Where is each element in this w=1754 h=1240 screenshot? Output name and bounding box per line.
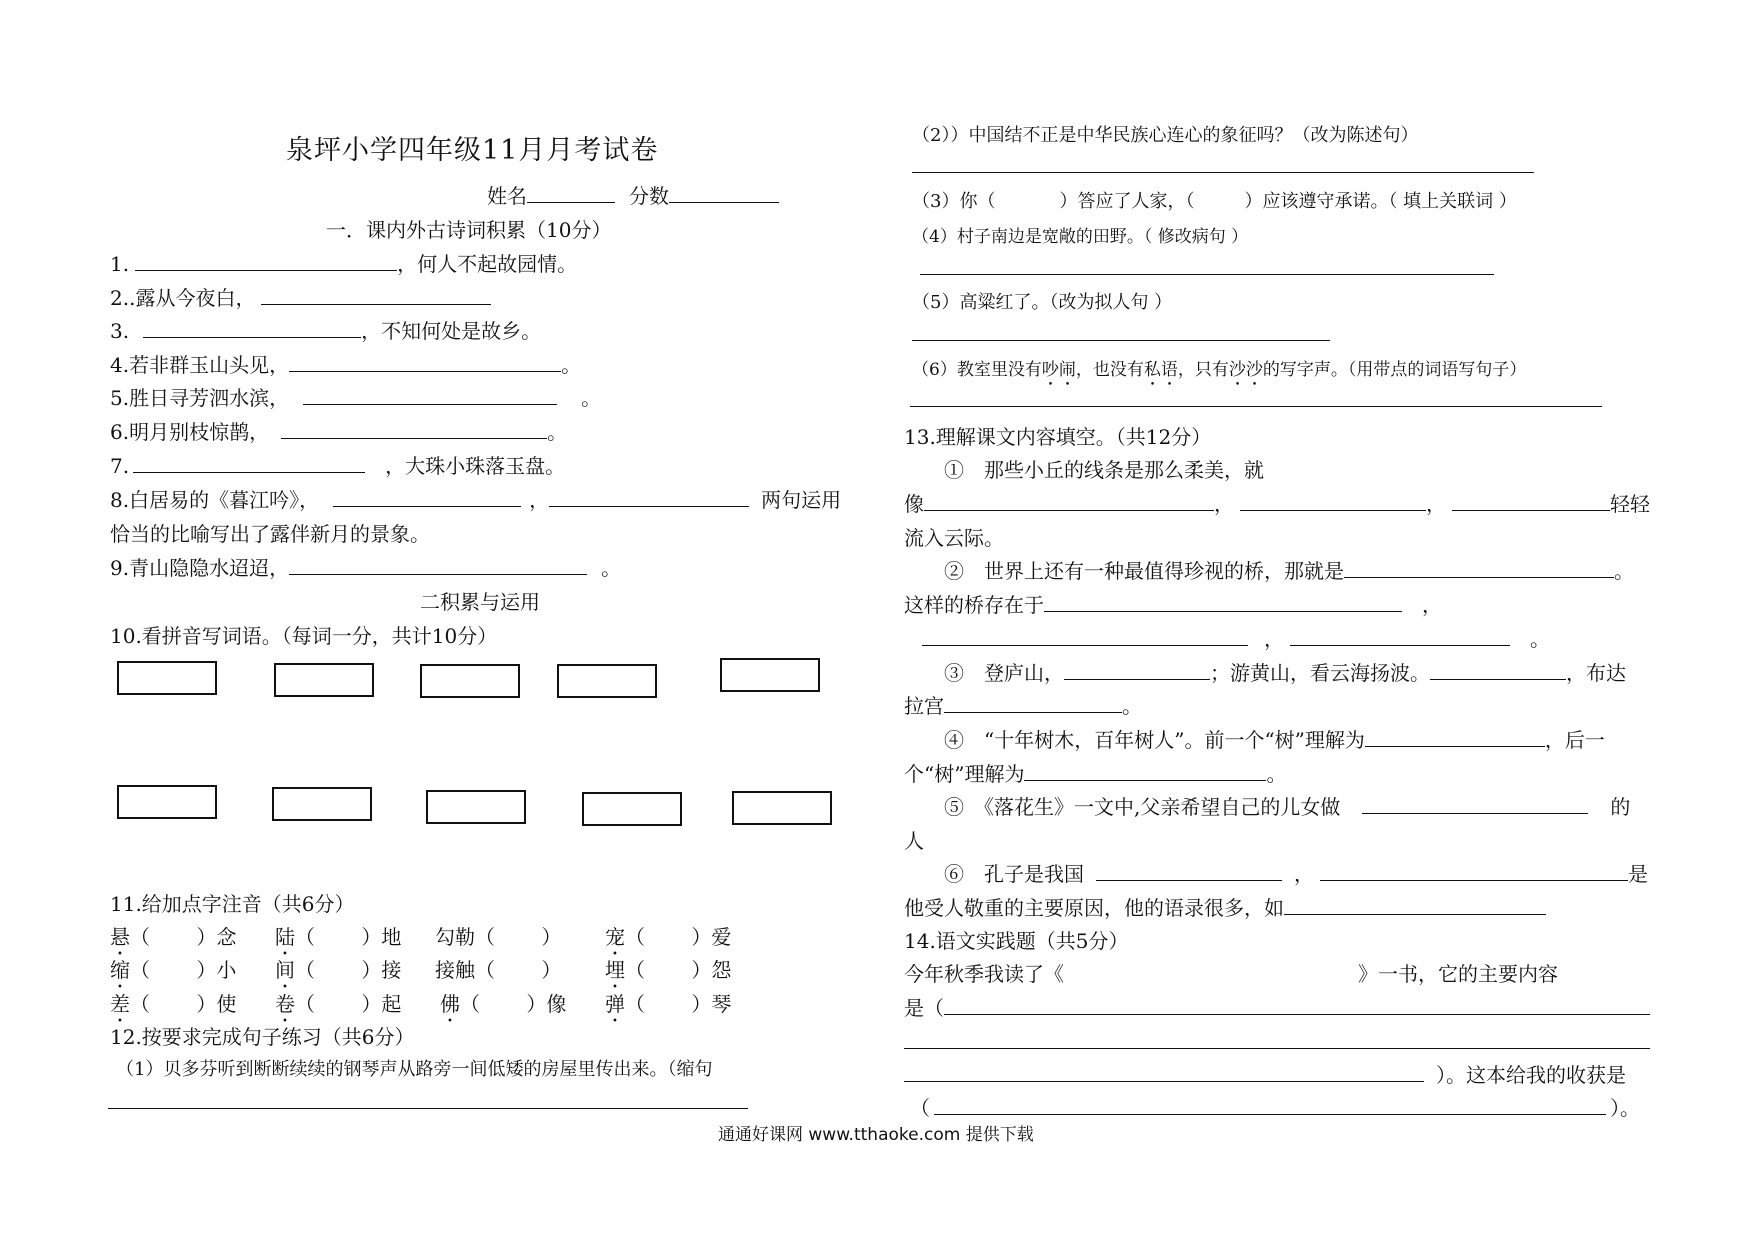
answer-box[interactable]	[426, 790, 526, 824]
q14-text: 14.语文实践题（共5分）	[904, 929, 1129, 953]
poem-item-5: 5.胜日寻芳泗水滨， 。	[110, 382, 601, 411]
answer-box[interactable]	[732, 791, 832, 825]
name-label: 姓名	[487, 180, 615, 209]
poem-item-7: 7. ，大珠小珠落玉盘。	[110, 450, 565, 479]
section2-heading: 二积累与运用	[420, 590, 540, 614]
q13-item-3-line2: 拉宫 。	[904, 690, 1142, 719]
pinyin-item: 宠（ ）爱	[605, 925, 732, 949]
answer-box[interactable]	[582, 792, 682, 826]
answer-box[interactable]	[272, 787, 372, 821]
answer-line	[910, 406, 1602, 407]
pinyin-item: 接触（ ）	[435, 958, 562, 982]
q13-item-2-line2: 这样的桥存在于 ，	[904, 589, 1442, 618]
poem-item-8-line2: 恰当的比喻写出了露伴新月的景象。	[110, 522, 430, 546]
q14-line-3: ）。这本给我的收获是	[1436, 1063, 1626, 1087]
q12-sentence-1: （1）贝多芬听到断断续续的钢琴声从路旁一间低矮的房屋里传出来。（缩句	[116, 1059, 713, 1080]
q14-line-1: 今年秋季我读了《 》一书，它的主要内容	[904, 962, 1558, 986]
score-blank	[669, 180, 779, 203]
q13-item-1-line3: 流入云际。	[904, 526, 1004, 550]
answer-line	[904, 1081, 1424, 1082]
poem-item-6: 6.明月别枝惊鹊， 。	[110, 416, 567, 445]
poem-item-2: 2..露从今夜白，	[110, 282, 491, 311]
q12-sentence-3: （3）你（ ）答应了人家，（ ）应该遵守承诺。（ 填上关联词 ）	[912, 191, 1517, 212]
answer-box[interactable]	[557, 664, 657, 698]
footer-text: 通通好课网 www.tthaoke.com 提供下载	[718, 1125, 1034, 1145]
answer-line	[108, 1108, 748, 1109]
pinyin-item: 弹（ ）琴	[605, 992, 732, 1016]
q12-sentence-6: （6）教室里没有吵闹，也没有私语，只有沙沙的写字声。（用带点的词语写句子）	[912, 360, 1527, 380]
answer-box[interactable]	[420, 664, 520, 698]
answer-line	[920, 274, 1494, 275]
q12-text: 12.按要求完成句子练习（共6分）	[110, 1025, 415, 1049]
q13-item-4-line2: 个“树”理解为 。	[904, 758, 1286, 787]
answer-box[interactable]	[720, 658, 820, 692]
poem-item-3: 3. ，不知何处是故乡。	[110, 315, 541, 344]
section1-heading: 一．课内外古诗词积累（10分）	[326, 218, 612, 242]
poem-item-9: 9.青山隐隐水迢迢， 。	[110, 552, 621, 581]
q13-item-1: ① 那些小丘的线条是那么柔美，就	[944, 458, 1264, 482]
pinyin-item: 佛（ ）像	[440, 992, 567, 1016]
q14-line-2: 是（	[904, 996, 944, 1020]
answer-line	[904, 1048, 1650, 1049]
answer-box[interactable]	[117, 785, 217, 819]
answer-box[interactable]	[274, 663, 374, 697]
poem-item-1: 1. ，何人不起故园情。	[110, 248, 577, 277]
answer-box[interactable]	[117, 661, 217, 695]
q12-sentence-4: （4）村子南边是宽敞的田野。（ 修改病句 ）	[912, 227, 1249, 247]
q13-text: 13.理解课文内容填空。（共12分）	[904, 425, 1212, 449]
q13-item-1-line2: 像 ， ， 轻轻	[904, 488, 1650, 517]
pinyin-item: 缩（ ）小	[110, 958, 237, 982]
page-title: 泉坪小学四年级11月月考试卷	[286, 135, 659, 166]
pinyin-item: 勾勒（ ）	[435, 925, 562, 949]
q10-text: 10.看拼音写词语。（每词一分，共计10分）	[110, 624, 498, 648]
pinyin-item: 陆（ ）地	[275, 925, 402, 949]
pinyin-item: 卷（ ）起	[275, 992, 402, 1016]
q14-line-4: （ ）。	[910, 1092, 1640, 1121]
poem-item-8: 8.白居易的《暮江吟》， ， 两句运用	[110, 484, 841, 513]
pinyin-item: 间（ ）接	[275, 958, 402, 982]
pinyin-item: 悬（ ）念	[110, 925, 237, 949]
q13-item-2-line3: ， 。	[922, 623, 1550, 652]
q13-item-6: ⑥ 孔子是我国 ， 是	[944, 858, 1648, 887]
answer-line	[912, 340, 1330, 341]
poem-item-4: 4.若非群玉山头见， 。	[110, 349, 581, 378]
pinyin-item: 埋（ ）怨	[605, 958, 732, 982]
q13-item-6-line2: 他受人敬重的主要原因，他的语录很多，如	[904, 892, 1546, 921]
q13-item-4: ④ “十年树木，百年树人”。前一个“树”理解为 ，后一	[944, 724, 1605, 753]
answer-line	[912, 172, 1534, 173]
q12-sentence-2: （2））中国结不正是中华民族心连心的象征吗？（改为陈述句）	[912, 125, 1419, 146]
q13-item-2: ② 世界上还有一种最值得珍视的桥，那就是 。	[944, 555, 1634, 584]
q13-item-5: ⑤ 《落花生》一文中,父亲希望自己的儿女做 的	[944, 791, 1630, 820]
q13-item-3: ③ 登庐山， ；游黄山，看云海扬波。 ，布达	[944, 657, 1626, 686]
pinyin-item: 差（ ）使	[110, 992, 237, 1016]
answer-line	[944, 1014, 1650, 1015]
name-blank	[527, 180, 615, 203]
q11-text: 11.给加点字注音（共6分）	[110, 892, 355, 916]
score-label: 分数	[629, 180, 779, 209]
q13-item-5-line2: 人	[904, 829, 924, 853]
q12-sentence-5: （5）高粱红了。（改为拟人句 ）	[912, 292, 1173, 313]
